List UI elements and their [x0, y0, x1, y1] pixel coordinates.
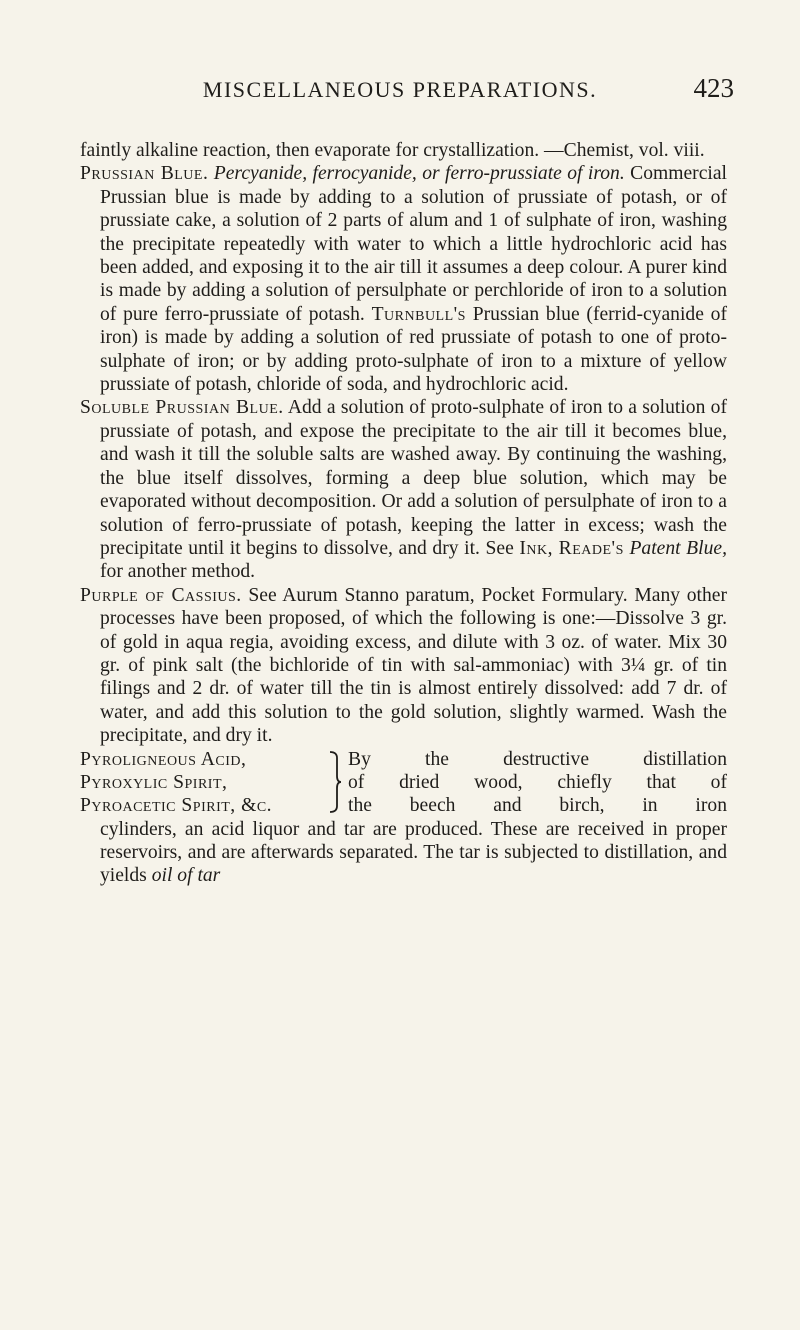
- synonym-item: Pyroligneous Acid,: [80, 748, 247, 770]
- entry-body: Add a solution of proto-sulphate of iron to a solution of prussiate of potash, and expose the precipitate to the air till it becomes blue, and wash it till the soluble salts are washed away. By continuing the washing, the blue itself dissolves, forming a deep blue solution, which may be evaporated without decomposition. Or add a solution of persulphate of iron to a solution of ferro-prussiate of potash, keeping the latter in excess; wash the precipitate until it begins to dissolve, and dry it. See: [100, 397, 728, 559]
- entry-synonyms: Percyanide, ferrocyanide, or ferro-prussiate of iron.: [213, 163, 625, 185]
- turnbull-body: Prussian blue (ferrid-cyanide of iron) is made by adding a solution of red prussiate of potash to one of proto-sulphate of iron; or by adding proto-sulphate of iron to a mixture of yellow prussiate of potash, chloride of soda, and hydrochloric acid.: [100, 303, 727, 396]
- entry-heading: Purple of Cassius.: [80, 584, 242, 606]
- turnbull-name: Turnbull's: [371, 303, 466, 325]
- entry-body: cylinders, an acid liquor and tar are produced. These are received in proper reservoirs, and are afterwards separated. The tar is subjected to distillation, and yields: [100, 818, 727, 887]
- paragraph-continuation: [80, 139, 727, 162]
- cross-ref-ink: Ink,: [519, 537, 554, 559]
- brace-line: the beech and birch, in iron: [348, 795, 727, 817]
- continuation-text: faintly alkaline reaction, then evaporate for crystallization. —Chemist, vol. viii.: [80, 140, 705, 161]
- entry-body: See Aurum Stanno paratum, Pocket Formulary. Many other processes have been proposed, of which the following is one:—Dissolve 3 gr. of gold in aqua regia, avoiding excess, and dilute with 3 oz. of water. Mix 30 gr. of pink salt (the bichloride of tin with sal-ammoniac) with 3¼ gr. of tin filings and 2 dr. of water till the tin is almost entirely dissolved: add 7 dr. of water, and add this solution to the gold solution, slightly warmed. Wash the precipitate, and dry it.: [100, 584, 728, 747]
- synonym-list: [80, 748, 328, 818]
- entry-purple-of-cassius: [80, 584, 727, 748]
- synonym-item: Pyroacetic Spirit, &c.: [80, 795, 273, 817]
- page-number: 423: [693, 73, 734, 103]
- brace-line: of dried wood, chiefly that of: [348, 771, 727, 793]
- running-head: [0, 73, 800, 107]
- entry-italic-tail: oil of tar: [151, 865, 221, 887]
- cross-ref-patent-blue: Patent Blue,: [629, 537, 727, 559]
- entry-heading: Prussian Blue.: [80, 163, 209, 185]
- brace-text: [348, 748, 727, 818]
- body-text: [80, 139, 727, 888]
- entry-pyroligneous-heading: [80, 748, 727, 818]
- curly-brace-icon: [328, 750, 342, 814]
- brace-line: By the destructive distillation: [348, 748, 727, 770]
- cross-ref-reade: Reade's: [558, 537, 624, 559]
- entry-body: Commercial Prussian blue is made by adding to a solution of prussiate of potash, or of prussiate cake, a solution of 2 parts of alum and 1 of sulphate of iron, washing the precipitate repeatedly with water to which a little hydrochloric acid has been added, and exposing it to the air till it assumes a deep colour. A purer kind is made by adding a solution of persulphate or perchloride of iron to a solution of pure ferro-prussiate of potash.: [100, 163, 727, 325]
- entry-soluble-prussian-blue: [80, 396, 727, 583]
- synonym-item: Pyroxylic Spirit,: [80, 771, 228, 793]
- entry-heading: Soluble Prussian Blue.: [80, 397, 284, 419]
- running-head-title: MISCELLANEOUS PREPARATIONS.: [202, 77, 598, 102]
- entry-prussian-blue: [80, 162, 727, 396]
- entry-pyroligneous-body: [80, 818, 727, 888]
- entry-tail: for another method.: [100, 561, 256, 583]
